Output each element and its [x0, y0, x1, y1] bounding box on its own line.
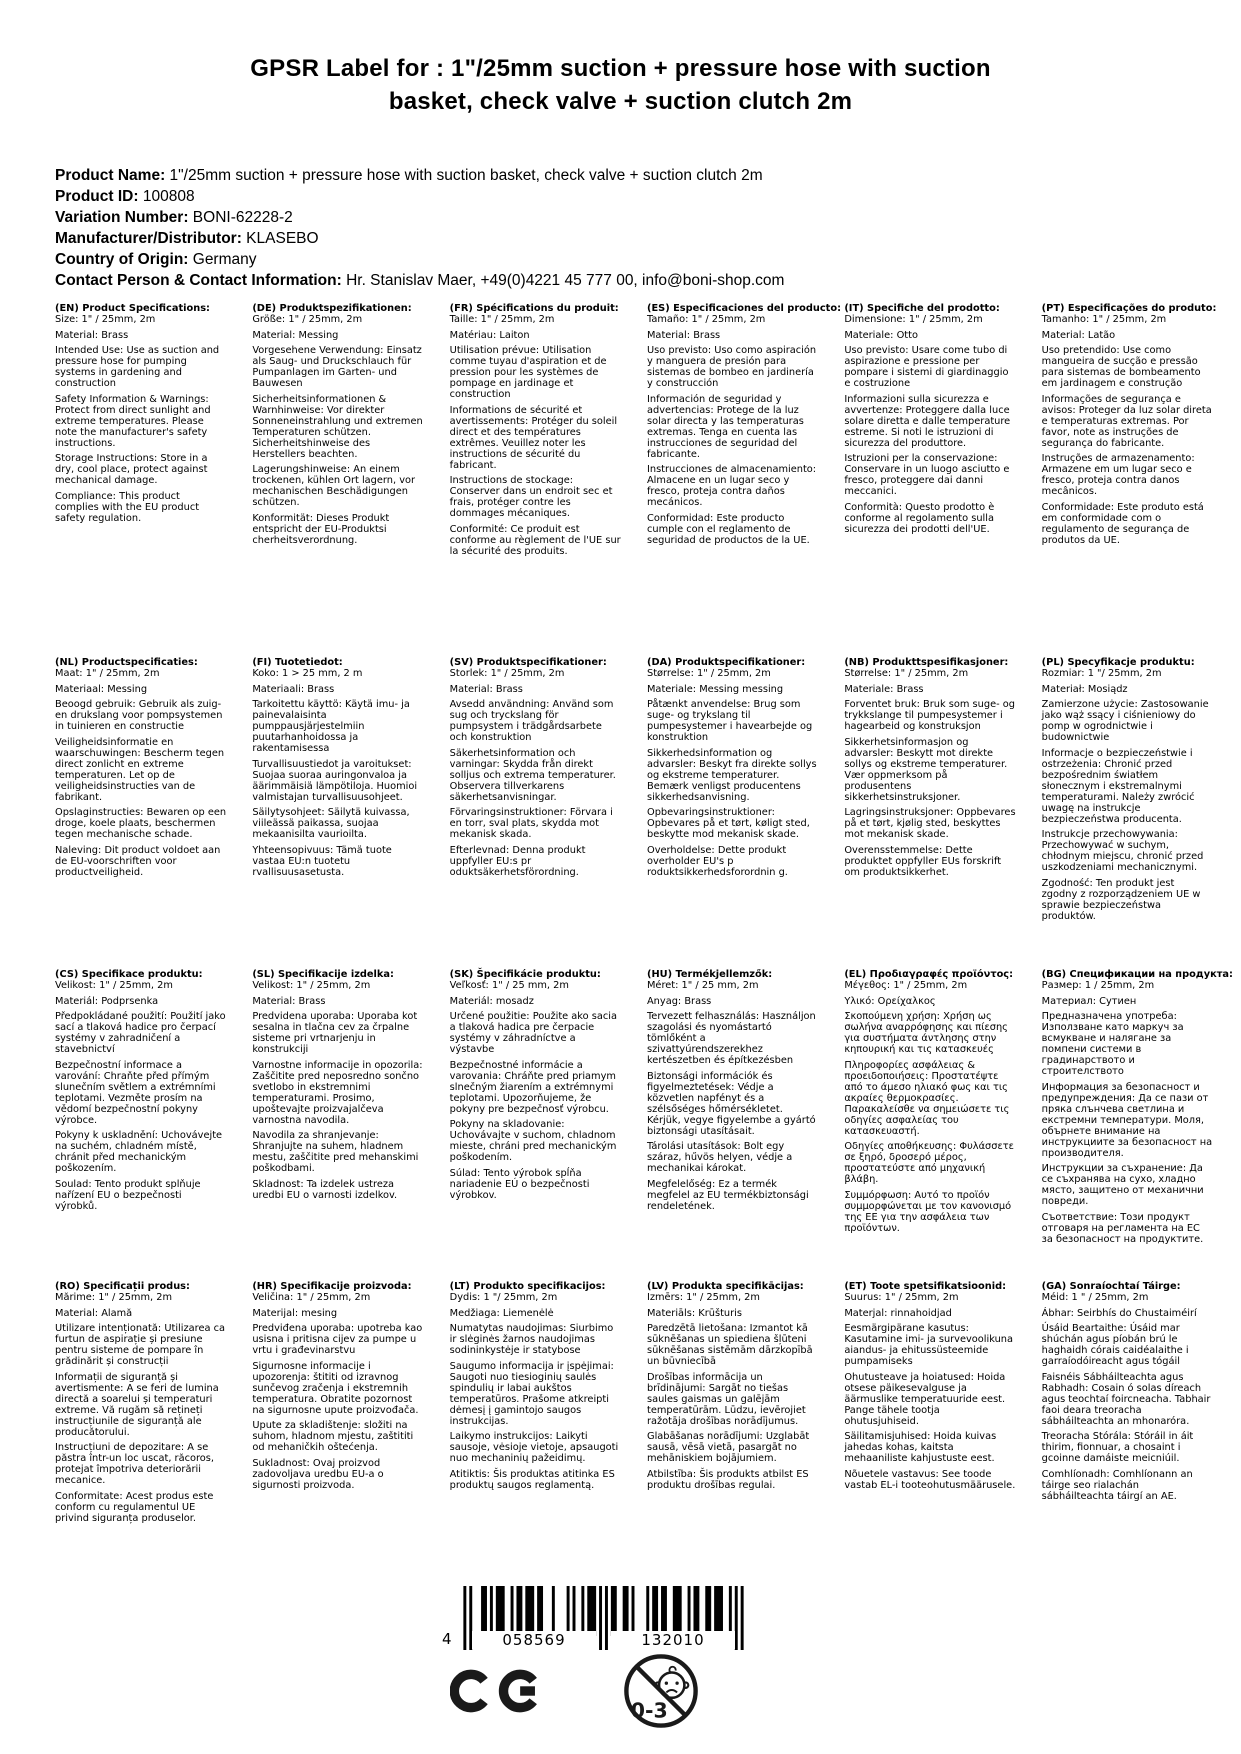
spec-block-de [252, 303, 423, 657]
barcode-group2: 132010 [611, 1631, 735, 1649]
ean-barcode [442, 1586, 744, 1654]
spec-item: Zgodność: Ten produkt jest zgodny z rozporządzeniem UE w sprawie bezpieczeństwa produktów. [1041, 877, 1201, 922]
spec-item: Materijal: mesing [252, 1307, 338, 1319]
info-value: BONI-62228-2 [188, 209, 293, 226]
spec-item: Biztonsági információk és figyelmeztetések: Védje a közvetlen napfényt és a szélsőséges hőmérsékletet. Kérjük, vegye figyelembe a gyártó biztonsági utasításait. [646, 1070, 816, 1137]
spec-block-nl [55, 657, 226, 969]
spec-header: (ES) Especificaciones del producto: [646, 303, 842, 314]
spec-header: (LV) Produkta specifikācijas: [646, 1281, 804, 1292]
spec-header: (SL) Specifikacije izdelka: [252, 969, 394, 980]
spec-item: Tamanho: 1" / 25mm, 2m [1041, 314, 1167, 325]
spec-block-sl [252, 969, 423, 1281]
spec-item: Naleving: Dit product voldoet aan de EU-voorschriften voor productveiligheid. [55, 844, 221, 878]
baby-hair-curl [669, 1667, 675, 1672]
spec-item: Informazioni sulla sicurezza e avvertenze: Proteggere dalla luce solare diretta e dalle temperature estreme. Si noti le istruzioni di sicurezza del produttore. [844, 393, 1011, 449]
spec-item: Informacje o bezpieczeństwie i ostrzeżenia: Chronić przed bezpośrednim światłem słonecznym i ekstremalnymi temperaturami. Należy zwrócić uwagę na instrukcje bezpieczeństwa producenta. [1041, 747, 1195, 825]
spec-header: (PT) Especificações do produto: [1041, 303, 1217, 314]
spec-header: (DE) Produktspezifikationen: [252, 303, 412, 314]
spec-item: Veličina: 1" / 25mm, 2m [252, 1292, 371, 1303]
spec-item: Maat: 1" / 25mm, 2m [55, 668, 160, 679]
spec-item: Skladnost: Ta izdelek ustreza uredbi EU o varnosti izdelkov. [252, 1178, 398, 1201]
spec-header: (RO) Specificații produs: [55, 1281, 190, 1292]
spec-item: Lagerungshinweise: An einem trockenen, kühlen Ort lagern, vor mechanischen Beschädigungen schützen. [252, 464, 416, 508]
spec-item: Materiaal: Messing [55, 683, 148, 695]
spec-item: Materiál: Podprsenka [55, 995, 159, 1007]
spec-item: Πληροφορίες ασφάλειας & προειδοποιήσεις: Προστατέψτε από το άμεσο ηλιακό φως και τις ακραίες θερμοκρασίες. Παρακαλείσθε να σημειώσετε τις οδηγίες ασφαλείας του κατασκευαστή. [844, 1059, 1010, 1137]
spec-item: Yhteensopivuus: Tämä tuote vastaa EU:n tuotetu rvallisuusasetusta. [252, 844, 392, 878]
spec-item: Varnostne informacije in opozorila: Zaščitite pred neposredno sončno svetlobo in ekstremnimi temperaturami. Prosimo, upoštevajte proizvajalčeva varnostna navodila. [252, 1059, 423, 1126]
spec-item: Instrukcje przechowywania: Przechowywać w suchym, chłodnym miejscu, chronić przed uszkodzeniami mechanicznymi. [1041, 829, 1204, 873]
spec-item: Pokyny k uskladnění: Uchovávejte na suchém, chladném místě, chránit před mechanickým poškozením. [55, 1130, 223, 1174]
spec-item: Úsáid Beartaithe: Úsáid mar shúchán agus píobán brú le haghaidh córais caidéalaithe i garraíodóireacht agus tógáil [1041, 1323, 1189, 1367]
spec-item: Určené použitie: Použite ako sacia a tlaková hadica pre čerpacie systémy v záhradníctve a výstavbe [449, 1011, 617, 1055]
spec-item: Atitiktis: Šis produktas atitinka ES produktų saugos reglamentą. [449, 1468, 615, 1491]
spec-item: Uso previsto: Usare come tubo di aspirazione e pressione per pompare i sistemi di giardinaggio e costruzione [844, 345, 1009, 389]
spec-item: Velikost: 1" / 25mm, 2m [55, 980, 173, 991]
spec-item: Conformidad: Este producto cumple con el reglamento de seguridad de productos de la UE. [646, 512, 810, 546]
spec-item: Drošības informācija un brīdinājumi: Sargāt no tiešas saules gaismas un galējām temperatūrām. Lūdzu, ievērojiet ražotāja drošības norādījumus. [646, 1371, 806, 1427]
spec-item: Súlad: Tento výrobok spĺňa nariadenie EÚ o bezpečnosti výrobkov. [449, 1167, 590, 1201]
spec-item: Koko: 1 > 25 mm, 2 m [252, 668, 363, 679]
spec-block-cs [55, 969, 226, 1281]
info-label: Product ID: [55, 188, 139, 205]
spec-item: Größe: 1" / 25mm, 2m [252, 314, 363, 325]
spec-item: Informații de siguranță și avertismente: A se feri de lumina directă a soarelui și temperaturi extreme. Vă rugăm să rețineți instrucțiunile de siguranță ale producătorului. [55, 1371, 219, 1438]
spec-item: Treoracha Stórála: Stóráil in áit thirim, fionnuar, a chosaint i gcoinne damáiste meicniúil. [1041, 1431, 1194, 1464]
title-line1: GPSR Label for : 1"/25mm suction + pressure hose with suction [250, 55, 991, 82]
spec-block-fi [252, 657, 423, 969]
spec-item: Sicherheitsinformationen & Warnhinweise: Vor direkter Sonneneinstrahlung und extremen Temperaturen schützen. Sicherheitshinweise des Herstellers beachten. [252, 393, 423, 460]
spec-item: Méret: 1" / 25 mm, 2m [646, 980, 759, 991]
spec-block-pt [1041, 303, 1217, 657]
spec-block-et [844, 1281, 1015, 1528]
spec-item: Intended Use: Use as suction and pressure hose for pumping systems in gardening and construction [55, 345, 220, 389]
spec-item: Laikymo instrukcijos: Laikyti sausoje, vėsioje vietoje, apsaugoti nuo mechaninių pažeidimų. [449, 1431, 619, 1464]
info-line [55, 186, 1195, 207]
spec-item: Инструкции за съхранение: Да се съхранява на сухо, хладно място, защитено от механични повреди. [1041, 1163, 1204, 1207]
spec-header: (NL) Productspecificaties: [55, 657, 198, 668]
spec-item: Megfelelőség: Ez a termék megfelel az EU termékbiztonsági rendeletének. [646, 1178, 809, 1212]
spec-header: (NB) Produkttspesifikasjoner: [844, 657, 1009, 668]
spec-item: Säilitamisjuhised: Hoida kuivas jahedas kohas, kaitsta mehaaniliste kahjustuste eest. [844, 1431, 997, 1464]
spec-item: Conformitate: Acest produs este conform cu regulamentul UE privind siguranța produselor. [55, 1490, 214, 1524]
spec-item: Comhlíonadh: Comhlíonann an táirge seo rialachán sábháilteachta táirgí an AE. [1041, 1468, 1193, 1502]
spec-item: Numatytas naudojimas: Siurbimo ir slėginės žarnos naudojimas sodininkystėje ir statybose [449, 1323, 614, 1356]
spec-item: Påtænkt anvendelse: Brug som suge- og trykslang til pumpesystemer i havearbejde og konstruktion [646, 699, 813, 743]
ce-letter-c [454, 1674, 484, 1707]
spec-header: (CS) Specifikace produktu: [55, 969, 203, 980]
spec-item: Size: 1" / 25mm, 2m [55, 314, 156, 325]
spec-item: Tamaño: 1" / 25mm, 2m [646, 314, 766, 325]
spec-item: Säilytysohjeet: Säilytä kuivassa, viileässä paikassa, suojaa mekaanisilta vaurioilta. [252, 807, 410, 840]
spec-header: (HU) Termékjellemzők: [646, 969, 773, 980]
spec-block-lv [647, 1281, 818, 1528]
spec-item: Mărime: 1" / 25mm, 2m [55, 1292, 173, 1303]
info-value: 100808 [138, 188, 195, 205]
spec-item: Material: Brass [252, 995, 326, 1007]
spec-item: Safety Information & Warnings: Protect from direct sunlight and extreme temperatures. Please note the manufacturer's safety instructions. [55, 393, 211, 449]
spec-header: (EN) Product Specifications: [55, 303, 210, 314]
spec-block-hu [647, 969, 818, 1281]
spec-block-nb [844, 657, 1015, 969]
spec-item: Navodila za shranjevanje: Shranjujte na suhem, hladnem mestu, zaščitite pred mehanskimi poškodbami. [252, 1130, 419, 1174]
spec-item: Størrelse: 1" / 25mm, 2m [646, 668, 771, 679]
spec-block-hr [252, 1281, 423, 1528]
ce-mark-icon [450, 1660, 544, 1722]
age-warning-0-3-icon [622, 1652, 700, 1730]
spec-item: Conformidade: Este produto está em conformidade com o regulamento de segurança de produtos da UE. [1041, 501, 1204, 546]
spec-item: Materiale: Messing messing [646, 683, 784, 695]
spec-item: Matériau: Laiton [449, 329, 530, 341]
spec-item: Uso previsto: Uso como aspiración y manguera de presión para sistemas de bombeo en jardinería y construcción [646, 345, 817, 389]
spec-item: Overholdelse: Dette produkt overholder EU's p roduktsikkerhedsforordnin g. [646, 844, 788, 878]
spec-block-el [844, 969, 1015, 1281]
spec-item: Ábhar: Seirbhís do Chustaiméirí [1041, 1307, 1197, 1319]
spec-item: Предназначена употреба: Използване като маркуч за всмукване и налягане за помпени системи в градинарството и строителството [1041, 1011, 1184, 1077]
spec-item: Tervezett felhasználás: Használjon szagolási és nyomástartó tömlőként a szivattyúrendszerekhez kertészetben és építkezésben [646, 1011, 816, 1066]
spec-item: Turvallisuustiedot ja varoitukset: Suojaa suoraa auringonvaloa ja äärimmäisiä lämpötiloja. Huomioi valmistajan turvallisuusohjeet. [252, 758, 418, 803]
spec-item: Predviđena uporaba: upotreba kao usisna i pritisna cijev za pumpe u vrtu i građevinarstvu [252, 1323, 423, 1356]
spec-item: Lagringsinstruksjoner: Oppbevares på et tørt, kjølig sted, beskyttes mot mekanisk skade. [844, 807, 1016, 840]
spec-header: (FI) Tuotetiedot: [252, 657, 343, 668]
spec-item: Material: Messing [252, 329, 339, 341]
spec-item: Forventet bruk: Bruk som suge- og trykkslange til pumpesystemer i hagearbeid og konstruksjon [844, 699, 1015, 732]
spec-header: (EL) Προδιαγραφές προϊόντος: [844, 969, 1014, 980]
spec-header: (SK) Špecifikácie produktu: [449, 969, 601, 980]
info-value: Germany [188, 251, 257, 268]
spec-item: Sigurnosne informacije i upozorenja: štititi od izravnog sunčevog zračenja i ekstremnih temperatura. Obratite pozornost na sigurnosne upute proizvođača. [252, 1360, 419, 1416]
info-label: Product Name: [55, 167, 166, 184]
spec-item: Efterlevnad: Denna produkt uppfyller EU:s pr oduktsäkerhetsförordning. [449, 844, 586, 878]
spec-item: Instrucciones de almacenamiento: Almacene en un lugar seco y fresco, proteja contra daños mecánicos. [646, 464, 817, 508]
spec-item: Conformità: Questo prodotto è conforme al regolamento sulla sicurezza dei prodotti dell'UE. [844, 501, 995, 535]
spec-item: Materjal: rinnahoidjad [844, 1307, 952, 1319]
spec-item: Ohutusteave ja hoiatused: Hoida otsese päikesevalguse ja äärmuslike temperatuuride eest. Pange tähele tootja ohutusjuhiseid. [844, 1371, 1006, 1427]
page-title [0, 52, 1241, 118]
spec-item: Informations de sécurité et avertissements: Protéger du soleil direct et des températures extrêmes. Veuillez noter les instructions de sécurité du fabricant. [449, 404, 618, 471]
age-warning-text: 0-3 [630, 1698, 668, 1723]
spec-header: (SV) Produktspecifikationer: [449, 657, 607, 668]
barcode-first-digit: 4 [442, 1630, 452, 1648]
spec-item: Materiale: Otto [844, 329, 918, 341]
spec-header: (GA) Sonraíochtaí Táirge: [1041, 1281, 1181, 1292]
spec-header: (LT) Produkto specifikacijos: [449, 1281, 606, 1292]
spec-block-ga [1042, 1281, 1213, 1528]
spec-item: Beoogd gebruik: Gebruik als zuig- en drukslang voor pompsystemen in tuinieren en constructie [55, 699, 223, 732]
spec-item: Material: Brass [646, 329, 721, 341]
spec-item: Υλικό: Ορείχαλκος [844, 995, 936, 1007]
spec-block-en [55, 303, 226, 657]
info-label: Variation Number: [55, 209, 189, 226]
spec-item: Eesmärgipärane kasutus: Kasutamine imi- ja survevoolikuna aiandus- ja ehitussüsteemide pumpamiseks [844, 1323, 1014, 1367]
spec-block-sv [450, 657, 621, 969]
spec-header: (HR) Specifikacije proizvoda: [252, 1281, 412, 1292]
spec-grid [55, 303, 1233, 1528]
spec-item: Säkerhetsinformation och varningar: Skydda från direkt solljus och extrema temperaturer. Observera tillverkarens säkerhetsanvisningar. [449, 747, 616, 803]
spec-item: Vorgesehene Verwendung: Einsatz als Saug- und Druckschlauch für Pumpanlagen im Garten- und Bauwesen [252, 345, 422, 389]
info-line [55, 165, 1195, 186]
spec-item: Atbilstība: Šis produkts atbilst ES produktu drošības regulai. [646, 1468, 809, 1491]
spec-item: Dimensione: 1" / 25mm, 2m [844, 314, 983, 325]
info-label: Manufacturer/Distributor: [55, 230, 242, 247]
spec-item: Materiale: Brass [844, 683, 924, 695]
spec-item: Předpokládané použití: Použití jako sací a tlaková hadice pro čerpací systémy v zahradničení a stavebnictví [55, 1011, 226, 1055]
info-line [55, 249, 1195, 270]
spec-block-sk [450, 969, 621, 1281]
spec-item: Instrucțiuni de depozitare: A se păstra într-un loc uscat, răcoros, protejat împotriva deteriorării mecanice. [55, 1442, 214, 1486]
spec-item: Μέγεθος: 1" / 25mm, 2m [844, 980, 968, 991]
barcode-group1: 058569 [472, 1631, 596, 1649]
spec-item: Soulad: Tento produkt splňuje nařízení EU o bezpečnosti výrobků. [55, 1178, 201, 1212]
spec-item: Upute za skladištenje: složiti na suhom, hladnom mjestu, zaštititi od mehaničkih oštećenja. [252, 1420, 414, 1453]
info-value: Hr. Stanislav Maer, +49(0)4221 45 777 00, info@boni-shop.com [341, 272, 785, 289]
spec-item: Pokyny na skladovanie: Uchovávajte v suchom, chladnom mieste, chráni pred mechanickým poškodením. [449, 1119, 617, 1163]
spec-item: Medžiaga: Liemenėlė [449, 1307, 554, 1319]
spec-item: Veiligheidsinformatie en waarschuwingen: Bescherm tegen direct zonlicht en extreme temperaturen. Let op de veiligheidsinstructies van de fabrikant. [55, 736, 225, 803]
spec-item: Материал: Сутиен [1041, 995, 1137, 1007]
spec-block-bg [1041, 969, 1233, 1281]
spec-item: Instructions de stockage: Conserver dans un endroit sec et frais, protéger contre les dommages mécaniques. [449, 475, 613, 519]
product-info [55, 165, 1195, 291]
info-value: KLASEBO [241, 230, 319, 247]
spec-block-it [844, 303, 1015, 657]
spec-block-da [647, 657, 818, 969]
spec-item: Συμμόρφωση: Αυτό το προϊόν συμμορφώνεται με τον κανονισμό της ΕΕ για την ασφάλεια των προϊόντων. [844, 1189, 1012, 1234]
spec-item: Uso pretendido: Use como mangueira de sucção e pressão para sistemas de bombeamento em jardinagem e construção [1041, 345, 1201, 389]
spec-block-lt [450, 1281, 621, 1528]
spec-item: Sikkerhedsinformation og advarsler: Beskyt fra direkte sollys og ekstreme temperaturer. Bemærk venligst producentens sikkerhedsanvisning. [646, 747, 817, 803]
spec-block-es [646, 303, 842, 657]
spec-item: Glabāšanas norādījumi: Uzglabāt sausā, vēsā vietā, pasargāt no mehāniskiem bojājumiem. [646, 1431, 810, 1464]
spec-item: Sikkerhetsinformasjon og advarsler: Beskytt mot direkte sollys og ekstreme temperaturer. Vær oppmerksom på produsentens sikkerhetsinstruksjoner. [844, 736, 1008, 803]
spec-item: Opbevaringsinstruktioner: Opbevares på et tørt, køligt sted, beskytte mod mekanisk skade. [646, 807, 810, 840]
spec-item: Overensstemmelse: Dette produktet oppfyller EUs forskrift om produktsikkerhet. [844, 844, 1002, 878]
spec-item: Bezpečnostné informácie a varovania: Chráňte pred priamym slnečným žiarením a extrémnymi teplotami. Upozorňujeme, že pokyny pre bezpečnosť výrobcu. [449, 1059, 616, 1115]
spec-item: Istruzioni per la conservazione: Conservare in un luogo asciutto e fresco, proteggere dai danni meccanici. [844, 453, 1010, 497]
spec-item: Materiāls: Krūšturis [646, 1307, 742, 1319]
info-line [55, 228, 1195, 249]
spec-item: Tárolási utasítások: Bolt egy száraz, hűvös helyen, védje a mechanikai károkat. [646, 1141, 793, 1174]
spec-item: Material: Latão [1041, 329, 1116, 341]
spec-item: Съответствие: Този продукт отговаря на регламента на ЕС за безопасност на продуктите. [1041, 1211, 1204, 1245]
spec-header: (FR) Spécifications du produit: [449, 303, 619, 314]
spec-item: Tarkoitettu käyttö: Käytä imu- ja painevalaisinta pumppausjärjestelmiin puutarhanhoidossa ja rakentamisessa [252, 699, 410, 754]
spec-item: Saugumo informacija ir įspėjimai: Saugoti nuo tiesioginių saulės spindulių ir labai aukštos temperatūros. Prašome atkreipti dėmesį į gamintojo saugos instrukcijas. [449, 1360, 614, 1427]
spec-item: Velikost: 1" / 25mm, 2m [252, 980, 371, 991]
info-line [55, 207, 1195, 228]
spec-item: Utilisation prévue: Utilisation comme tuyau d'aspiration et de pression pour les systèmes de pompage en jardinage et construction [449, 345, 607, 400]
spec-item: Informações de segurança e avisos: Proteger da luz solar direta e temperaturas extremas. Por favor, note as instruções de segurança do fabricante. [1041, 393, 1212, 449]
spec-item: Materiaali: Brass [252, 683, 335, 695]
spec-header: (IT) Specifiche del prodotto: [844, 303, 1000, 314]
info-line [55, 270, 1195, 291]
spec-item: Rozmiar: 1 "/ 25mm, 2m [1041, 668, 1162, 679]
spec-item: Dydis: 1 "/ 25mm, 2m [449, 1292, 558, 1303]
spec-block-fr [450, 303, 621, 657]
baby-eye-left [665, 1682, 668, 1685]
title-line2: basket, check valve + suction clutch 2m [388, 88, 853, 115]
spec-header: (PL) Specyfikacje produktu: [1041, 657, 1195, 668]
spec-block-pl [1042, 657, 1213, 969]
spec-item: Información de seguridad y advertencias: Protege de la luz solar directa y las temperaturas extremas. Tenga en cuenta las instrucciones de seguridad del fabricante. [646, 393, 804, 460]
spec-item: Faisnéis Sábháilteachta agus Rabhadh: Cosain ó solas díreach agus teochtaí foircneacha. Tabhair faoi deara treoracha sábháilteachta an mhonaróra. [1041, 1371, 1211, 1427]
spec-item: Информация за безопасност и предупреждения: Да се пази от пряка слънчева светлина и екстремни температури. Моля, обърнете внимание на инструкциите за безопасност на производителя. [1041, 1081, 1213, 1159]
spec-item: Suurus: 1" / 25mm, 2m [844, 1292, 959, 1303]
spec-item: Förvaringsinstruktioner: Förvara i en torr, sval plats, skydda mot mekanisk skada. [449, 807, 613, 840]
info-label: Contact Person & Contact Information: [55, 272, 342, 289]
spec-item: Anyag: Brass [646, 995, 712, 1007]
spec-item: Konformität: Dieses Produkt entspricht der EU-Produktsi cherheitsverordnung. [252, 512, 390, 546]
spec-item: Размер: 1 / 25mm, 2m [1041, 980, 1155, 991]
spec-item: Οδηγίες αποθήκευσης: Φυλάσσετε σε ξηρό, δροσερό μέρος, προστατεύστε από μηχανική βλάβη. [844, 1141, 1014, 1185]
spec-item: Taille: 1" / 25mm, 2m [449, 314, 555, 325]
spec-item: Materiał: Mosiądz [1041, 683, 1128, 695]
spec-item: Størrelse: 1" / 25mm, 2m [844, 668, 969, 679]
spec-item: Storage Instructions: Store in a dry, cool place, protect against mechanical damage. [55, 453, 208, 486]
spec-item: Material: Brass [55, 329, 129, 341]
spec-item: Material: Brass [449, 683, 523, 695]
spec-item: Σκοπούμενη χρήση: Χρήση ως σωλήνα αναρρόφησης και πίεσης για συστήματα άντλησης στην κηπουρική και τις κατασκευές [844, 1011, 1008, 1055]
spec-item: Avsedd användning: Använd som sug och tryckslang för pumpsystem i trädgårdsarbete och konstruktion [449, 699, 614, 743]
spec-item: Méid: 1 " / 25mm, 2m [1041, 1292, 1149, 1303]
spec-item: Izmērs: 1" / 25mm, 2m [646, 1292, 760, 1303]
spec-item: Sukladnost: Ovaj proizvod zadovoljava uredbu EU-a o sigurnosti proizvoda. [252, 1457, 384, 1491]
spec-item: Paredzētā lietošana: Izmantot kā sūknēšanas un spiediena šļūteni sūknēšanas sistēmām dārzkopībā un būvniecībā [646, 1323, 813, 1367]
spec-item: Instruções de armazenamento: Armazene em um lugar seco e fresco, proteja contra danos mecânicos. [1041, 453, 1195, 497]
spec-item: Opslaginstructies: Bewaren op een droge, koele plaats, beschermen tegen mechanische schade. [55, 807, 227, 840]
spec-block-ro [55, 1281, 226, 1528]
spec-item: Veľkosť: 1" / 25 mm, 2m [449, 980, 569, 991]
spec-item: Material: Alamă [55, 1307, 133, 1319]
spec-item: Utilizare intenționată: Utilizarea ca furtun de aspirație și presiune pentru sisteme de pompare în grădinărit și construcții [55, 1323, 225, 1367]
spec-item: Conformité: Ce produit est conforme au règlement de l'UE sur la sécurité des produits. [449, 523, 621, 557]
spec-item: Bezpečnostní informace a varování: Chraňte před přímým slunečním světlem a extrémními teplotami. Vezměte prosím na vědomí bezpečnostní pokyny výrobce. [55, 1059, 216, 1126]
info-value: 1"/25mm suction + pressure hose with suction basket, check valve + suction clutch 2m [165, 167, 763, 184]
spec-item: Predvidena uporaba: Uporaba kot sesalna in tlačna cev za črpalne sisteme pri vrtnarjenju in konstrukciji [252, 1011, 418, 1055]
spec-item: Storlek: 1" / 25mm, 2m [449, 668, 565, 679]
spec-item: Materiál: mosadz [449, 995, 534, 1007]
spec-item: Zamierzone użycie: Zastosowanie jako wąż ssący i ciśnieniowy do pomp w ogrodnictwie i budownictwie [1041, 699, 1209, 743]
spec-item: Nõuetele vastavus: See toode vastab EL-i tooteohutusmäärusele. [844, 1468, 1016, 1491]
spec-header: (ET) Toote spetsifikatsioonid: [844, 1281, 1006, 1292]
spec-item: Compliance: This product complies with the EU product safety regulation. [55, 490, 200, 524]
info-label: Country of Origin: [55, 251, 189, 268]
spec-header: (BG) Спецификации на продукта: [1041, 969, 1233, 980]
baby-eye-right [675, 1682, 678, 1685]
spec-header: (DA) Produktspecifikationer: [646, 657, 806, 668]
